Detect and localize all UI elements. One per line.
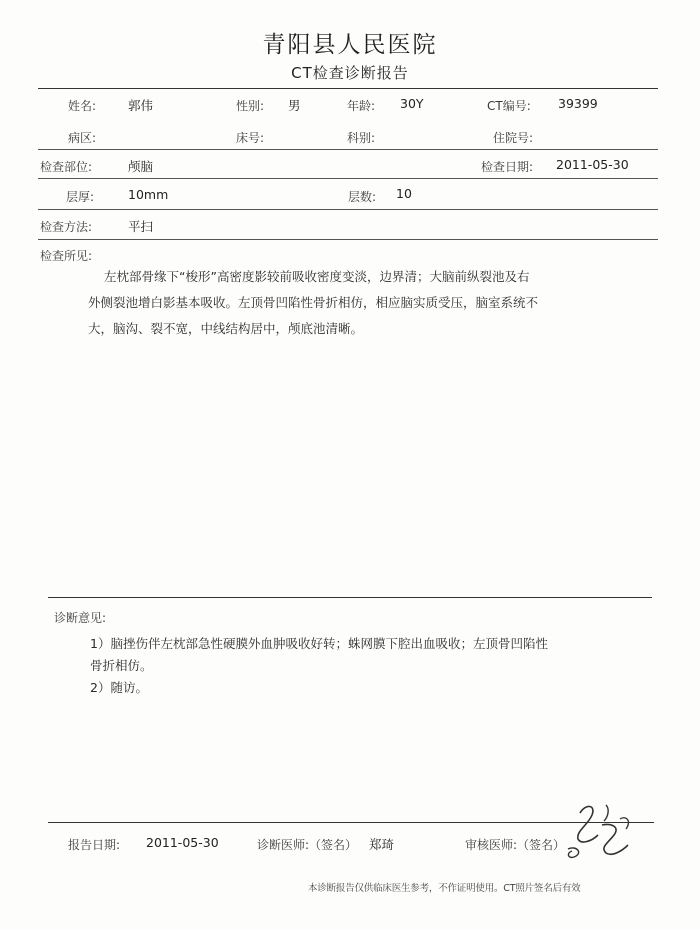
diagnosis-label: 诊断意见: <box>54 611 107 625</box>
site-label: 检查部位: <box>40 160 93 174</box>
diagnosis-item-1: 1）脑挫伤伴左枕部急性硬膜外血肿吸收好转；蛛网膜下腔出血吸收；左顶骨凹陷性 <box>90 636 548 651</box>
layer-thickness: 10mm <box>128 187 169 202</box>
patient-divider <box>38 149 658 150</box>
bed-label: 床号: <box>236 131 265 145</box>
report-date: 2011-05-30 <box>146 835 219 850</box>
findings-line-3: 大，脑沟、裂不宽，中线结构居中，颅底池清晰。 <box>88 321 364 336</box>
exam-date: 2011-05-30 <box>556 157 629 172</box>
patient-age: 30Y <box>400 96 424 111</box>
method-divider <box>38 239 658 240</box>
disclaimer-note: 本诊断报告仅供临床医生参考，不作证明使用。CT照片签名后有效 <box>308 883 581 894</box>
thickness-label: 层厚: <box>66 190 95 204</box>
hospital-name: 青阳县人民医院 <box>262 32 438 58</box>
reviewer-label: 审核医师:（签名） <box>465 838 566 852</box>
layer-count: 10 <box>396 186 412 201</box>
doctor-name: 郑琦 <box>369 837 395 852</box>
thickness-divider <box>38 209 658 210</box>
age-label: 年龄: <box>347 99 376 113</box>
findings-line-1: 左枕部骨缘下“梭形”高密度影较前吸收密度变淡，边界清；大脑前纵裂池及右 <box>104 269 530 284</box>
dept-label: 科别: <box>347 131 376 145</box>
name-label: 姓名: <box>68 99 97 113</box>
layers-label: 层数: <box>348 190 377 204</box>
exam-method: 平扫 <box>128 219 154 234</box>
exam-date-label: 检查日期: <box>481 160 534 174</box>
findings-line-2: 外侧裂池增白影基本吸收。左顶骨凹陷性骨折相仿，相应脑实质受压，脑室系统不 <box>88 295 539 310</box>
sex-label: 性别: <box>236 99 265 113</box>
findings-label: 检查所见: <box>40 249 93 263</box>
ct-no-label: CT编号: <box>487 99 531 113</box>
doctor-label: 诊断医师:（签名） <box>257 838 358 852</box>
findings-divider <box>48 597 652 598</box>
ct-number: 39399 <box>558 96 598 111</box>
inpatient-label: 住院号: <box>493 131 534 145</box>
method-label: 检查方法: <box>40 220 93 234</box>
diagnosis-text <box>90 633 650 699</box>
header-divider <box>38 88 658 89</box>
patient-sex: 男 <box>288 98 301 113</box>
exam-site: 颅脑 <box>128 159 154 174</box>
findings-text <box>88 264 648 342</box>
report-title: CT检查诊断报告 <box>291 64 409 82</box>
site-divider <box>38 178 658 179</box>
handwritten-signature <box>562 795 642 865</box>
diagnosis-item-1-cont: 骨折相仿。 <box>90 658 153 673</box>
report-date-label: 报告日期: <box>68 838 121 852</box>
patient-name: 郭伟 <box>128 98 154 113</box>
diagnosis-item-2: 2）随访。 <box>90 680 148 695</box>
ward-label: 病区: <box>68 131 97 145</box>
